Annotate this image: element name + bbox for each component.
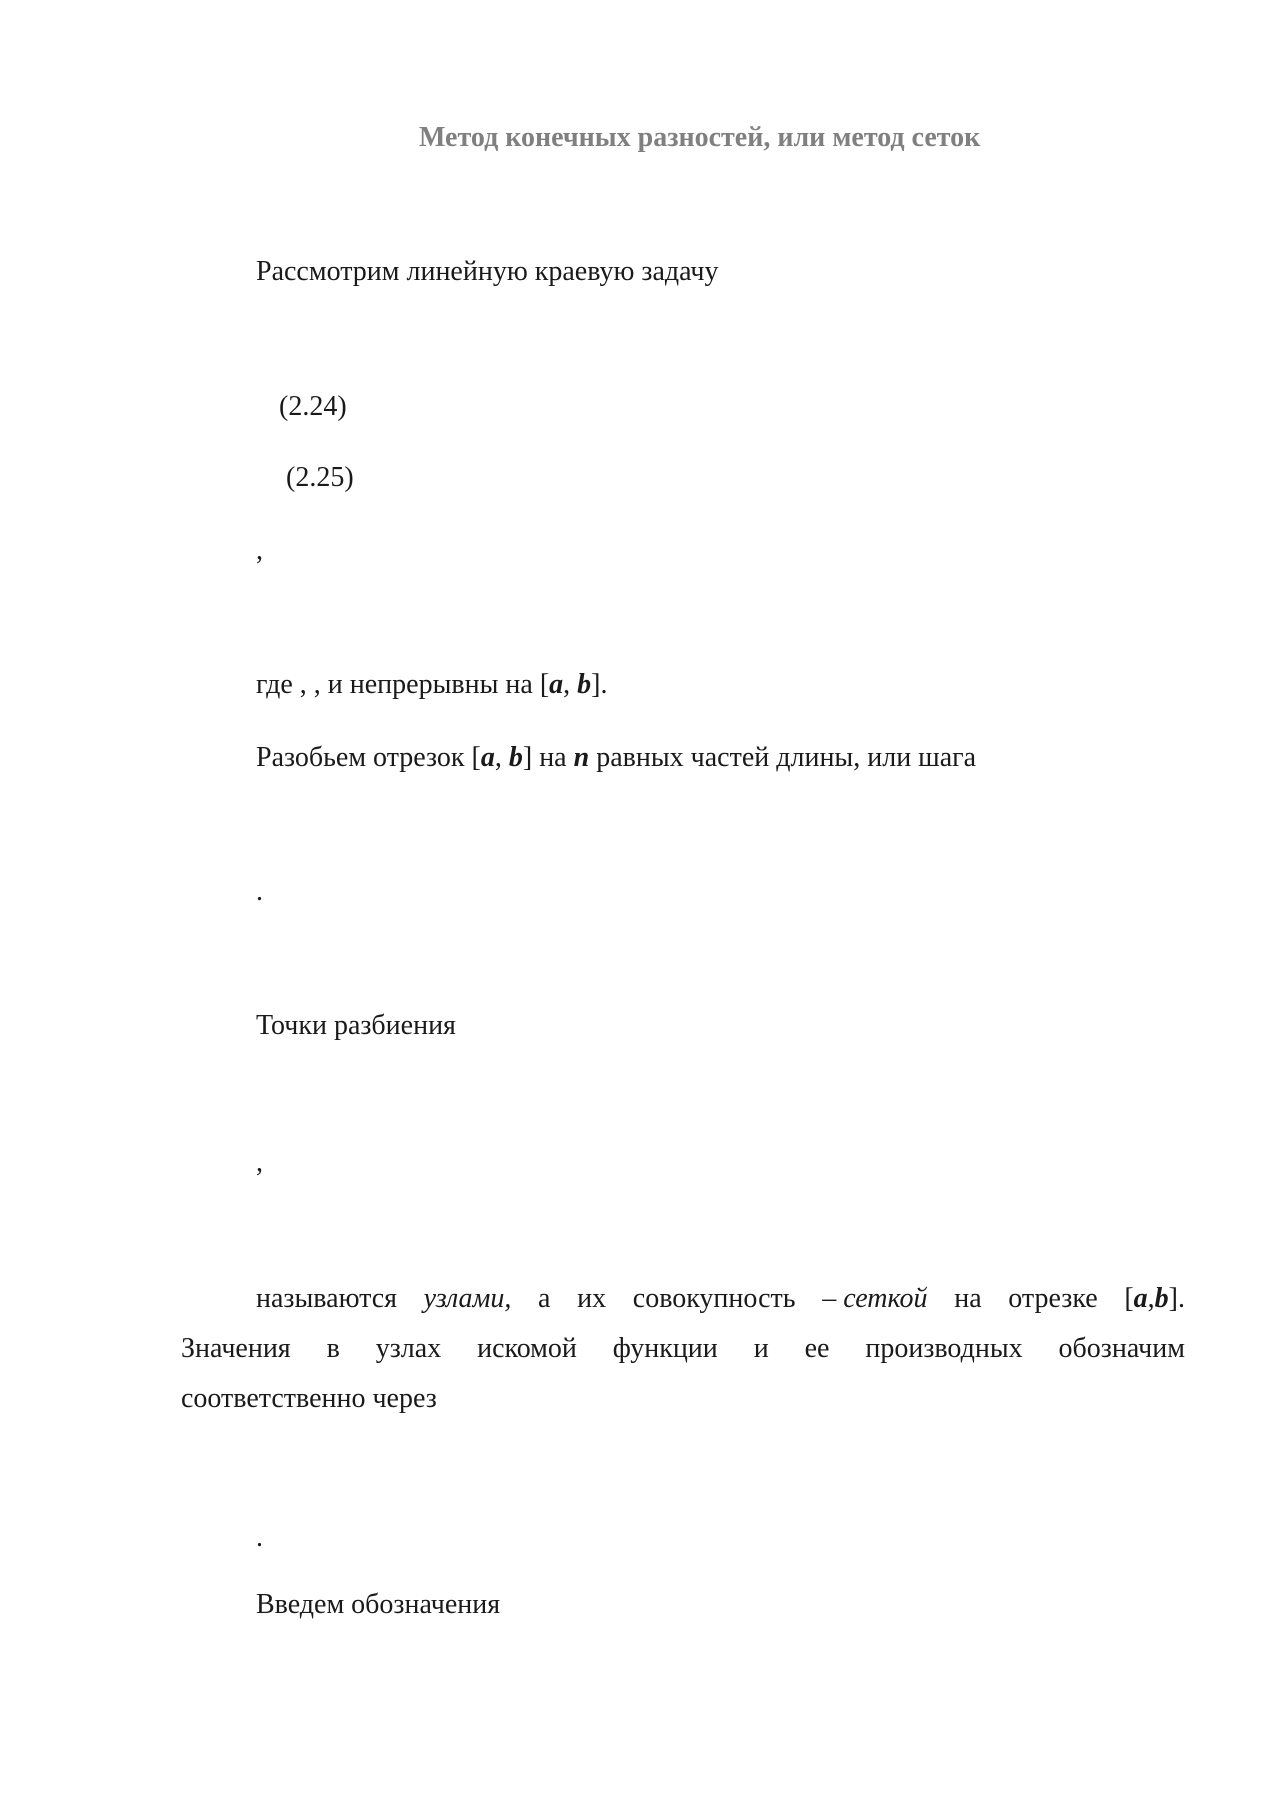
- text-line: [181, 1274, 1185, 1324]
- text-fragment: ].: [591, 669, 608, 700]
- word: функции: [612, 1333, 718, 1364]
- punctuation-comma: ,: [256, 535, 263, 566]
- word: и: [753, 1333, 769, 1364]
- word: на: [954, 1283, 982, 1314]
- math-var-a: a: [549, 669, 564, 700]
- dash: –: [822, 1283, 837, 1314]
- math-var-n: n: [573, 742, 590, 773]
- word: производных: [865, 1333, 1023, 1364]
- word: называются: [256, 1283, 397, 1314]
- punctuation-dot: .: [256, 1522, 263, 1553]
- word: их: [577, 1283, 607, 1314]
- word: в: [326, 1333, 340, 1364]
- bracket: [: [1124, 1283, 1134, 1314]
- paragraph-notation: Введем обозначения: [256, 1589, 501, 1620]
- text-fragment: где , , и непрерывны на [: [256, 669, 550, 700]
- text-line: [181, 1324, 1185, 1374]
- paragraph-nodes: [181, 1274, 1185, 1424]
- paragraph-partition: [256, 741, 976, 775]
- term-grid: сеткой: [843, 1283, 928, 1314]
- text-line: соответственно через: [181, 1383, 437, 1414]
- term-nodes: узлами,: [423, 1283, 512, 1314]
- separator: ,: [1147, 1283, 1155, 1314]
- math-var-a: a: [480, 742, 495, 773]
- math-var-a: a: [1133, 1283, 1148, 1314]
- equation-number-2-24: (2.24): [279, 391, 347, 422]
- word: а: [538, 1283, 551, 1314]
- equation-number-2-25: (2.25): [286, 462, 354, 493]
- word: ее: [804, 1333, 830, 1364]
- word: отрезке: [1008, 1283, 1098, 1314]
- text-fragment: ,: [494, 742, 509, 773]
- word: обозначим: [1058, 1333, 1185, 1364]
- math-var-b: b: [577, 669, 592, 700]
- punctuation-dot: .: [256, 876, 263, 907]
- text-fragment: ,: [563, 669, 578, 700]
- word: искомой: [477, 1333, 577, 1364]
- math-var-b: b: [508, 742, 523, 773]
- text-fragment: Разобьем отрезок [: [256, 742, 481, 773]
- bracket: ].: [1168, 1283, 1185, 1314]
- punctuation-comma: ,: [256, 1147, 263, 1178]
- paragraph-intro: Рассмотрим линейную краевую задачу: [256, 256, 719, 287]
- math-var-b: b: [1154, 1283, 1169, 1314]
- word: Значения: [181, 1333, 291, 1364]
- paragraph-partition-points: Точки разбиения: [256, 1010, 456, 1041]
- text-fragment: ] на: [522, 742, 574, 773]
- word: узлах: [375, 1333, 442, 1364]
- document-title: Метод конечных разностей, или метод сеток: [419, 122, 981, 153]
- paragraph-continuity: [256, 668, 607, 702]
- word: совокупность: [632, 1283, 796, 1314]
- text-fragment: равных частей длины, или шага: [589, 742, 977, 773]
